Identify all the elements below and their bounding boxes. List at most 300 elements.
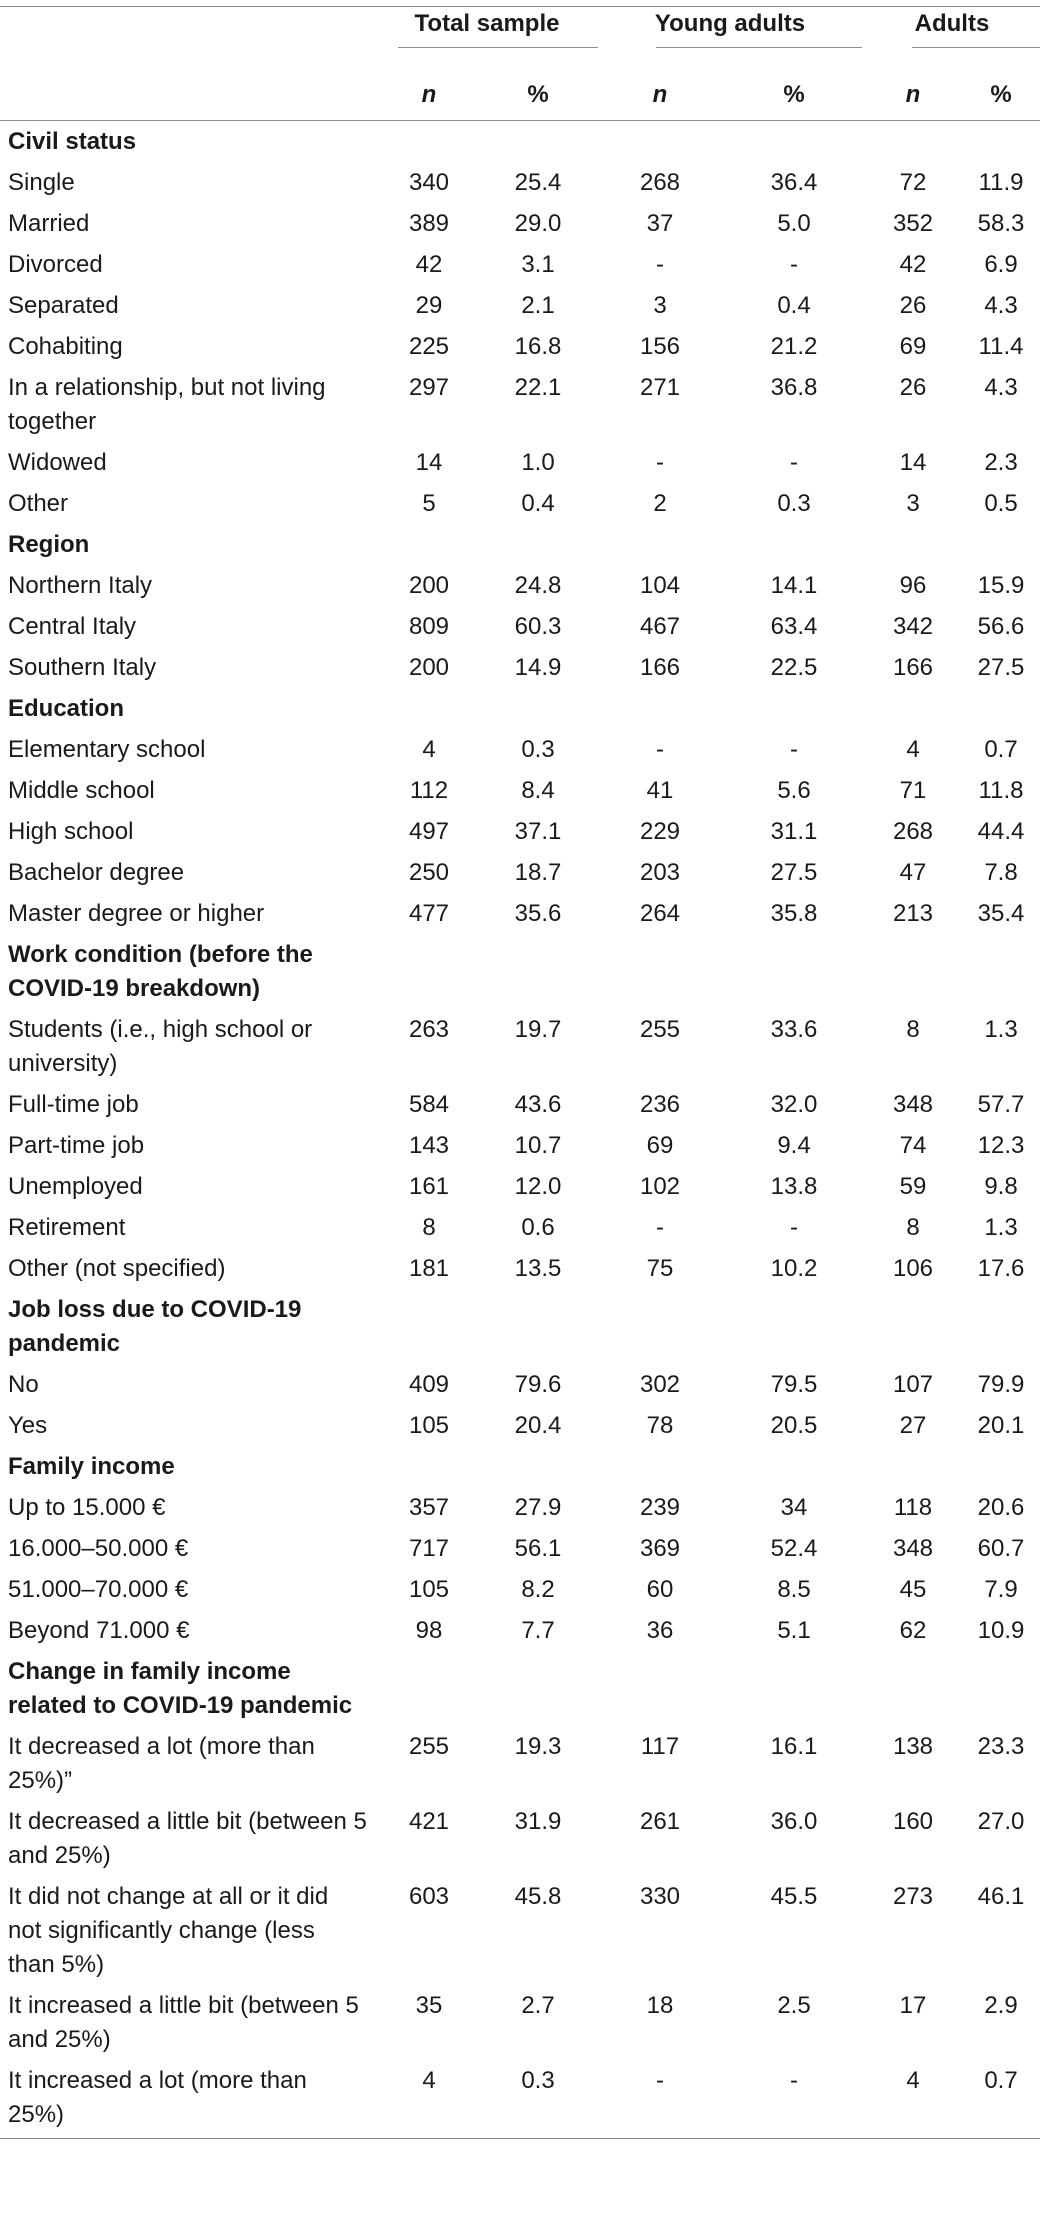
table-row <box>0 606 1040 647</box>
young-n-cell: 255 <box>639 1016 681 1043</box>
adults-n-cell: 8 <box>906 1016 920 1043</box>
adults-n-cell: 268 <box>892 818 934 845</box>
total-n-cell: 225 <box>408 333 450 360</box>
row-label: 51.000–70.000 € <box>8 1576 189 1603</box>
row-label: Students (i.e., high school or university) <box>8 1016 313 1077</box>
table-row <box>0 1166 1040 1207</box>
young-n-cell: 236 <box>639 1091 681 1118</box>
adults-percent-cell: 12.3 <box>977 1132 1025 1159</box>
total-percent-cell: 8.2 <box>521 1576 555 1603</box>
total-n-cell: 98 <box>415 1617 443 1644</box>
adults-n-cell: 4 <box>864 2060 962 2139</box>
young-n-cell: 156 <box>639 333 681 360</box>
subheader-percent: % <box>724 70 864 121</box>
adults-n-cell: 42 <box>899 251 927 278</box>
empty-cell <box>864 688 962 729</box>
empty-cell <box>962 524 1040 565</box>
young-percent-cell: 32.0 <box>770 1091 818 1118</box>
subheader-percent: % <box>480 70 596 121</box>
empty-cell <box>724 524 864 565</box>
row-label: It increased a little bit (between 5 and 25%) <box>8 1992 359 2053</box>
young-n-cell: - <box>656 251 664 278</box>
young-percent-cell: 9.4 <box>777 1132 811 1159</box>
young-percent-cell: 21.2 <box>770 333 818 360</box>
young-percent-cell: 79.5 <box>770 1371 818 1398</box>
table-row <box>0 1248 1040 1289</box>
total-percent-cell: 24.8 <box>514 572 562 599</box>
table-row <box>0 893 1040 934</box>
adults-percent-cell: 20.6 <box>977 1494 1025 1521</box>
young-n-cell: 75 <box>646 1255 674 1282</box>
total-n-cell: 340 <box>408 169 450 196</box>
adults-percent-cell: 1.3 <box>984 1016 1018 1043</box>
adults-percent-cell: 27.5 <box>977 654 1025 681</box>
row-label: No <box>8 1371 39 1398</box>
total-n-cell: 42 <box>415 251 443 278</box>
adults-percent-cell: 23.3 <box>977 1733 1025 1760</box>
young-percent-cell: 0.4 <box>777 292 811 319</box>
total-n-cell: 263 <box>408 1016 450 1043</box>
young-percent-cell: 14.1 <box>770 572 818 599</box>
total-percent-cell: 79.6 <box>514 1371 562 1398</box>
total-percent-cell: 3.1 <box>521 251 555 278</box>
empty-cell <box>596 934 724 1009</box>
young-percent-cell: 22.5 <box>770 654 818 681</box>
total-n-cell: 143 <box>408 1132 450 1159</box>
subheader-n: n <box>596 70 724 121</box>
adults-n-cell: 26 <box>899 292 927 319</box>
table-row <box>0 1985 1040 2060</box>
empty-cell <box>962 688 1040 729</box>
table-row <box>0 162 1040 203</box>
table-row <box>0 442 1040 483</box>
empty-cell <box>596 121 724 163</box>
adults-n-cell: 273 <box>892 1883 934 1910</box>
adults-n-cell: 160 <box>892 1808 934 1835</box>
total-n-cell: 357 <box>408 1494 450 1521</box>
empty-cell <box>864 1446 962 1487</box>
group-header-row <box>0 7 1040 70</box>
young-n-cell: 369 <box>639 1535 681 1562</box>
young-n-cell: 268 <box>639 169 681 196</box>
empty-cell <box>378 524 480 565</box>
young-n-cell: 3 <box>653 292 667 319</box>
total-n-cell: 497 <box>408 818 450 845</box>
total-n-cell: 200 <box>408 654 450 681</box>
total-n-cell: 181 <box>408 1255 450 1282</box>
adults-percent-cell: 60.7 <box>977 1535 1025 1562</box>
adults-percent-cell: 10.9 <box>977 1617 1025 1644</box>
empty-cell <box>724 1446 864 1487</box>
total-percent-cell: 12.0 <box>514 1173 562 1200</box>
young-n-cell: 229 <box>639 818 681 845</box>
empty-cell <box>724 121 864 163</box>
table-row <box>0 565 1040 606</box>
total-percent-cell: 0.6 <box>521 1214 555 1241</box>
stub-subheader <box>0 70 378 121</box>
empty-cell <box>864 934 962 1009</box>
table-row <box>0 1726 1040 1801</box>
row-label: Widowed <box>8 449 107 476</box>
empty-cell <box>596 1289 724 1364</box>
young-n-cell: 102 <box>639 1173 681 1200</box>
total-n-cell: 421 <box>408 1808 450 1835</box>
adults-n-cell: 352 <box>892 210 934 237</box>
adults-percent-cell: 7.9 <box>984 1576 1018 1603</box>
adults-n-cell: 74 <box>899 1132 927 1159</box>
young-percent-cell: 8.5 <box>777 1576 811 1603</box>
empty-cell <box>724 1289 864 1364</box>
group-header-label: Adults <box>914 10 990 37</box>
total-percent-cell: 22.1 <box>514 374 562 401</box>
row-label: Retirement <box>8 1214 126 1241</box>
young-percent-cell: 36.0 <box>770 1808 818 1835</box>
row-label: Beyond 71.000 € <box>8 1617 190 1644</box>
young-n-cell: 264 <box>639 900 681 927</box>
section-header-row <box>0 934 1040 1009</box>
group-header-young-adults <box>596 7 864 70</box>
adults-percent-cell: 9.8 <box>984 1173 1018 1200</box>
row-label: It increased a lot (more than 25%) <box>0 2060 378 2139</box>
adults-n-cell: 71 <box>899 777 927 804</box>
young-percent-cell: 52.4 <box>770 1535 818 1562</box>
empty-cell <box>864 121 962 163</box>
adults-n-cell: 14 <box>899 449 927 476</box>
total-percent-cell: 19.7 <box>514 1016 562 1043</box>
total-n-cell: 584 <box>408 1091 450 1118</box>
adults-n-cell: 4 <box>906 736 920 763</box>
row-label: Master degree or higher <box>8 900 265 927</box>
subheader-row <box>0 70 1040 121</box>
young-percent-cell: 34 <box>780 1494 808 1521</box>
young-n-cell: 117 <box>640 1733 680 1760</box>
table-row <box>0 285 1040 326</box>
demographics-table <box>0 6 1040 2139</box>
adults-percent-cell: 2.9 <box>984 1992 1018 2019</box>
adults-n-cell: 166 <box>892 654 934 681</box>
table-body <box>0 121 1040 2139</box>
adults-n-cell: 62 <box>899 1617 927 1644</box>
total-n-cell: 5 <box>422 490 436 517</box>
young-n-cell: - <box>656 736 664 763</box>
adults-percent-cell: 44.4 <box>977 818 1025 845</box>
adults-n-cell: 138 <box>892 1733 934 1760</box>
young-percent-cell: 10.2 <box>770 1255 818 1282</box>
row-label: Divorced <box>8 251 103 278</box>
row-label: Northern Italy <box>8 572 153 599</box>
young-n-cell: 36 <box>646 1617 674 1644</box>
section-header-row <box>0 524 1040 565</box>
young-n-cell: 261 <box>639 1808 681 1835</box>
row-label: Yes <box>8 1412 48 1439</box>
adults-n-cell: 47 <box>899 859 927 886</box>
empty-cell <box>962 1289 1040 1364</box>
section-header-row <box>0 688 1040 729</box>
empty-cell <box>864 1651 962 1726</box>
empty-cell <box>480 1289 596 1364</box>
stub-header <box>0 7 378 70</box>
total-n-cell: 14 <box>415 449 443 476</box>
total-percent-cell: 56.1 <box>514 1535 562 1562</box>
total-n-cell: 8 <box>422 1214 436 1241</box>
empty-cell <box>480 121 596 163</box>
young-n-cell: 69 <box>646 1132 674 1159</box>
adults-n-cell: 59 <box>899 1173 927 1200</box>
total-percent-cell: 2.1 <box>521 292 555 319</box>
adults-percent-cell: 11.9 <box>978 169 1024 196</box>
row-label: Middle school <box>8 777 155 804</box>
young-percent-cell: 0.3 <box>777 490 811 517</box>
adults-percent-cell: 15.9 <box>977 572 1025 599</box>
empty-cell <box>864 524 962 565</box>
group-header-label: Young adults <box>654 10 806 37</box>
total-n-cell: 112 <box>409 777 449 804</box>
adults-percent-cell: 46.1 <box>977 1883 1025 1910</box>
adults-n-cell: 348 <box>892 1091 934 1118</box>
total-n-cell: 717 <box>408 1535 450 1562</box>
adults-percent-cell: 2.3 <box>984 449 1018 476</box>
total-percent-cell: 37.1 <box>514 818 562 845</box>
young-percent-cell: 31.1 <box>770 818 818 845</box>
table-row <box>0 326 1040 367</box>
table-row <box>0 811 1040 852</box>
empty-cell <box>378 1446 480 1487</box>
total-n-cell: 105 <box>408 1412 450 1439</box>
adults-percent-cell: 11.8 <box>978 777 1024 804</box>
section-title: Family income <box>8 1453 175 1480</box>
adults-n-cell: 213 <box>892 900 934 927</box>
adults-percent-cell: 7.8 <box>984 859 1018 886</box>
young-n-cell: 330 <box>639 1883 681 1910</box>
young-n-cell: 78 <box>646 1412 674 1439</box>
row-label: Separated <box>8 292 119 319</box>
young-percent-cell: 33.6 <box>770 1016 818 1043</box>
young-n-cell: 37 <box>646 210 674 237</box>
table-row <box>0 1569 1040 1610</box>
table-row <box>0 1528 1040 1569</box>
group-underline <box>398 47 598 48</box>
empty-cell <box>724 688 864 729</box>
table-row <box>0 1487 1040 1528</box>
table-row <box>0 1125 1040 1166</box>
adults-percent-cell: 27.0 <box>977 1808 1025 1835</box>
total-percent-cell: 29.0 <box>514 210 562 237</box>
total-n-cell: 255 <box>408 1733 450 1760</box>
row-label: Unemployed <box>8 1173 143 1200</box>
young-percent-cell: 5.6 <box>777 777 811 804</box>
total-percent-cell: 20.4 <box>514 1412 562 1439</box>
group-underline <box>912 47 1040 48</box>
adults-n-cell: 3 <box>906 490 920 517</box>
empty-cell <box>378 688 480 729</box>
total-n-cell: 4 <box>422 736 436 763</box>
table-row <box>0 770 1040 811</box>
total-percent-cell: 14.9 <box>514 654 562 681</box>
adults-percent-cell: 57.7 <box>977 1091 1025 1118</box>
adults-percent-cell: 79.9 <box>977 1371 1025 1398</box>
young-n-cell: 203 <box>639 859 681 886</box>
young-n-cell: 271 <box>639 374 681 401</box>
section-header-row <box>0 1446 1040 1487</box>
young-percent-cell: - <box>790 251 798 278</box>
section-title: Change in family income related to COVID-19 pandemic <box>8 1658 353 1719</box>
adults-percent-cell: 4.3 <box>984 374 1018 401</box>
empty-cell <box>962 934 1040 1009</box>
row-label: Elementary school <box>8 736 206 763</box>
young-percent-cell: 45.5 <box>770 1883 818 1910</box>
empty-cell <box>864 1289 962 1364</box>
total-n-cell: 4 <box>378 2060 480 2139</box>
table-row <box>0 367 1040 442</box>
section-header-row <box>0 121 1040 163</box>
young-percent-cell: - <box>790 736 798 763</box>
adults-percent-cell: 0.7 <box>962 2060 1040 2139</box>
adults-percent-cell: 20.1 <box>977 1412 1025 1439</box>
group-header-adults <box>864 7 1040 70</box>
young-percent-cell: - <box>724 2060 864 2139</box>
adults-percent-cell: 6.9 <box>984 251 1018 278</box>
empty-cell <box>480 688 596 729</box>
young-percent-cell: - <box>790 1214 798 1241</box>
total-n-cell: 477 <box>408 900 450 927</box>
table-row <box>0 1207 1040 1248</box>
total-percent-cell: 45.8 <box>514 1883 562 1910</box>
total-percent-cell: 43.6 <box>514 1091 562 1118</box>
adults-percent-cell: 0.5 <box>984 490 1018 517</box>
young-n-cell: 60 <box>646 1576 674 1603</box>
young-percent-cell: 36.8 <box>770 374 818 401</box>
young-percent-cell: 13.8 <box>770 1173 818 1200</box>
row-label: In a relationship, but not living together <box>8 374 326 435</box>
row-label: Full-time job <box>8 1091 139 1118</box>
total-n-cell: 29 <box>415 292 443 319</box>
total-n-cell: 35 <box>415 1992 443 2019</box>
row-label: It decreased a lot (more than 25%)” <box>8 1733 315 1794</box>
adults-percent-cell: 35.4 <box>977 900 1025 927</box>
young-n-cell: 467 <box>639 613 681 640</box>
total-n-cell: 409 <box>408 1371 450 1398</box>
adults-percent-cell: 11.4 <box>978 333 1024 360</box>
young-n-cell: 41 <box>646 777 674 804</box>
empty-cell <box>962 121 1040 163</box>
empty-cell <box>480 1446 596 1487</box>
adults-percent-cell: 56.6 <box>977 613 1025 640</box>
group-header-total-sample <box>378 7 596 70</box>
row-label: It decreased a little bit (between 5 and 25%) <box>8 1808 367 1869</box>
total-n-cell: 297 <box>408 374 450 401</box>
table-row <box>0 647 1040 688</box>
empty-cell <box>480 1651 596 1726</box>
table-row <box>0 1405 1040 1446</box>
young-n-cell: - <box>656 449 664 476</box>
adults-n-cell: 17 <box>899 1992 927 2019</box>
empty-cell <box>480 934 596 1009</box>
total-percent-cell: 31.9 <box>514 1808 562 1835</box>
row-label: Central Italy <box>8 613 137 640</box>
total-percent-cell: 0.4 <box>521 490 555 517</box>
empty-cell <box>724 934 864 1009</box>
total-percent-cell: 18.7 <box>514 859 562 886</box>
empty-cell <box>596 1446 724 1487</box>
young-n-cell: 104 <box>639 572 681 599</box>
table-row <box>0 483 1040 524</box>
total-percent-cell: 0.3 <box>521 736 555 763</box>
young-percent-cell: 63.4 <box>770 613 818 640</box>
total-n-cell: 389 <box>408 210 450 237</box>
adults-n-cell: 69 <box>899 333 927 360</box>
young-percent-cell: 35.8 <box>770 900 818 927</box>
adults-percent-cell: 0.7 <box>984 736 1018 763</box>
adults-n-cell: 348 <box>892 1535 934 1562</box>
empty-cell <box>378 934 480 1009</box>
young-percent-cell: 5.1 <box>777 1617 811 1644</box>
total-percent-cell: 1.0 <box>521 449 555 476</box>
young-percent-cell: 5.0 <box>777 210 811 237</box>
table-row <box>0 203 1040 244</box>
young-n-cell: - <box>656 1214 664 1241</box>
total-n-cell: 161 <box>408 1173 450 1200</box>
total-n-cell: 809 <box>408 613 450 640</box>
total-percent-cell: 2.7 <box>521 1992 555 2019</box>
adults-percent-cell: 1.3 <box>984 1214 1018 1241</box>
young-percent-cell: 36.4 <box>770 169 818 196</box>
young-n-cell: 239 <box>639 1494 681 1521</box>
empty-cell <box>596 688 724 729</box>
adults-n-cell: 45 <box>899 1576 927 1603</box>
total-n-cell: 105 <box>408 1576 450 1603</box>
young-n-cell: 18 <box>646 1992 674 2019</box>
section-header-row <box>0 1289 1040 1364</box>
row-label: Up to 15.000 € <box>8 1494 166 1521</box>
row-label: High school <box>8 818 134 845</box>
empty-cell <box>596 524 724 565</box>
empty-cell <box>724 1651 864 1726</box>
subheader-percent: % <box>962 70 1040 121</box>
total-n-cell: 603 <box>408 1883 450 1910</box>
section-title: Work condition (before the COVID-19 breakdown) <box>8 941 313 1002</box>
empty-cell <box>378 1651 480 1726</box>
adults-n-cell: 118 <box>893 1494 933 1521</box>
row-label: Married <box>8 210 90 237</box>
row-label: Bachelor degree <box>8 859 185 886</box>
group-header-label: Total sample <box>414 10 560 37</box>
total-percent-cell: 7.7 <box>521 1617 555 1644</box>
adults-percent-cell: 4.3 <box>984 292 1018 319</box>
section-header-row <box>0 1651 1040 1726</box>
group-underline <box>656 47 862 48</box>
adults-n-cell: 342 <box>892 613 934 640</box>
row-label: Single <box>8 169 75 196</box>
section-title: Job loss due to COVID-19 pandemic <box>8 1296 302 1357</box>
young-percent-cell: - <box>790 449 798 476</box>
section-title: Education <box>8 695 125 722</box>
row-label: It did not change at all or it did not significantly change (less than 5%) <box>8 1883 329 1978</box>
total-percent-cell: 35.6 <box>514 900 562 927</box>
adults-percent-cell: 17.6 <box>977 1255 1025 1282</box>
section-title: Civil status <box>8 128 137 155</box>
row-label: Part-time job <box>8 1132 145 1159</box>
empty-cell <box>962 1651 1040 1726</box>
table-row <box>0 1364 1040 1405</box>
young-n-cell: 166 <box>639 654 681 681</box>
young-percent-cell: 20.5 <box>770 1412 818 1439</box>
total-n-cell: 200 <box>408 572 450 599</box>
young-n-cell: 2 <box>653 490 667 517</box>
total-percent-cell: 10.7 <box>514 1132 562 1159</box>
total-percent-cell: 60.3 <box>514 613 562 640</box>
row-label: Other <box>8 490 69 517</box>
adults-n-cell: 96 <box>899 572 927 599</box>
